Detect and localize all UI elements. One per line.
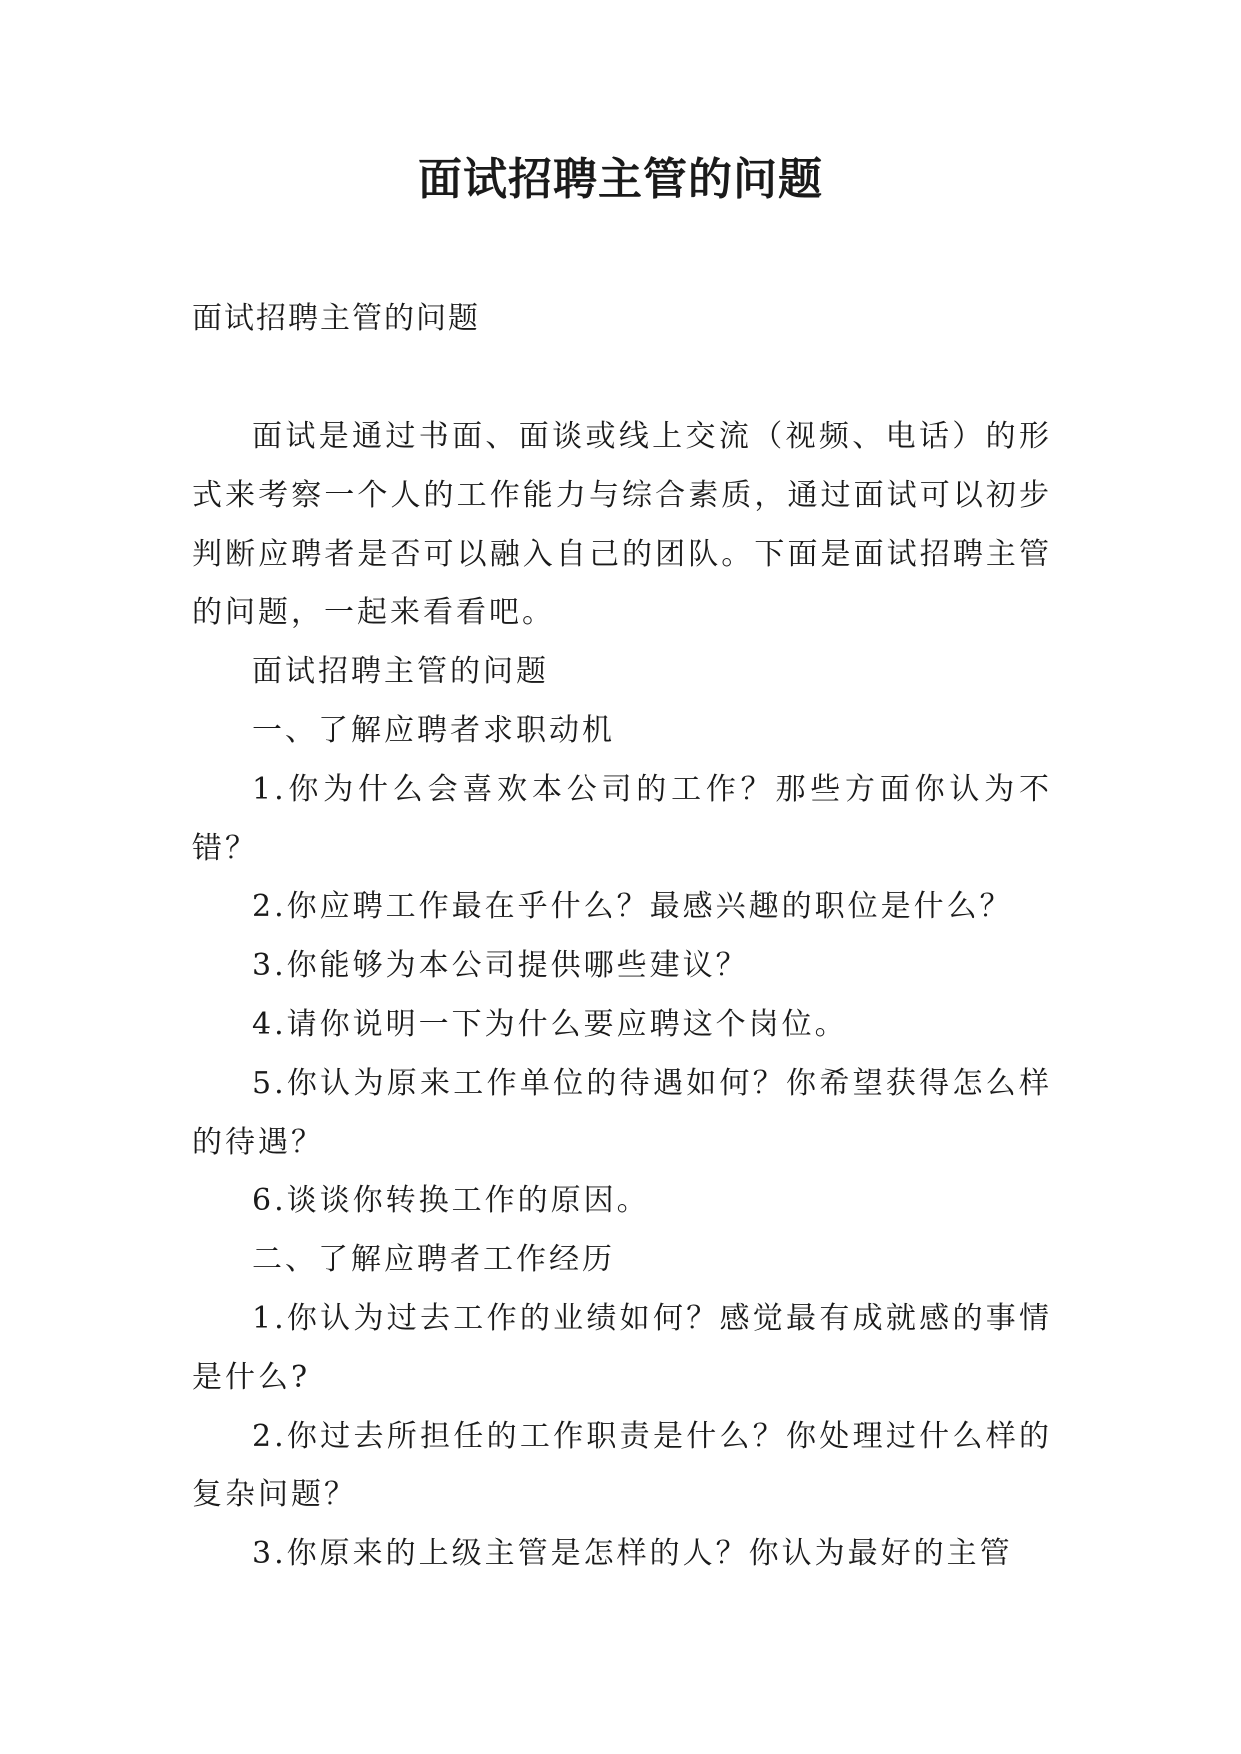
section-heading-experience: 二、了解应聘者工作经历 <box>252 1242 615 1278</box>
question-item: 1.你为什么会喜欢本公司的工作？那些方面你认为不错？ <box>192 771 1052 866</box>
question-item: 5.你认为原来工作单位的待遇如何？你希望获得怎么样的待遇？ <box>192 1065 1052 1160</box>
question-item: 3.你能够为本公司提供哪些建议？ <box>252 948 749 984</box>
document-title: 面试招聘主管的问题 <box>418 154 823 205</box>
section-heading-motivation: 一、了解应聘者求职动机 <box>252 712 615 748</box>
document-subtitle: 面试招聘主管的问题 <box>192 301 480 336</box>
question-item: 2.你应聘工作最在乎什么？最感兴趣的职位是什么？ <box>252 889 1013 925</box>
intro-paragraph: 面试是通过书面、面谈或线上交流（视频、电话）的形式来考察一个人的工作能力与综合素质，通过面试可以初步判断应聘者是否可以融入自己的团队。下面是面试招聘主管的问题，一起来看看吧。 <box>192 419 1052 631</box>
question-item: 3.你原来的上级主管是怎样的人？你认为最好的主管 <box>252 1536 1013 1572</box>
question-item: 1.你认为过去工作的业绩如何？感觉最有成就感的事情是什么? <box>192 1300 1052 1395</box>
document-body <box>192 289 1052 1584</box>
question-item: 6.谈谈你转换工作的原因。 <box>252 1183 650 1219</box>
question-item: 2.你过去所担任的工作职责是什么？你处理过什么样的复杂问题？ <box>192 1418 1052 1513</box>
section-heading: 面试招聘主管的问题 <box>252 654 549 690</box>
question-item: 4.请你说明一下为什么要应聘这个岗位。 <box>252 1006 848 1042</box>
